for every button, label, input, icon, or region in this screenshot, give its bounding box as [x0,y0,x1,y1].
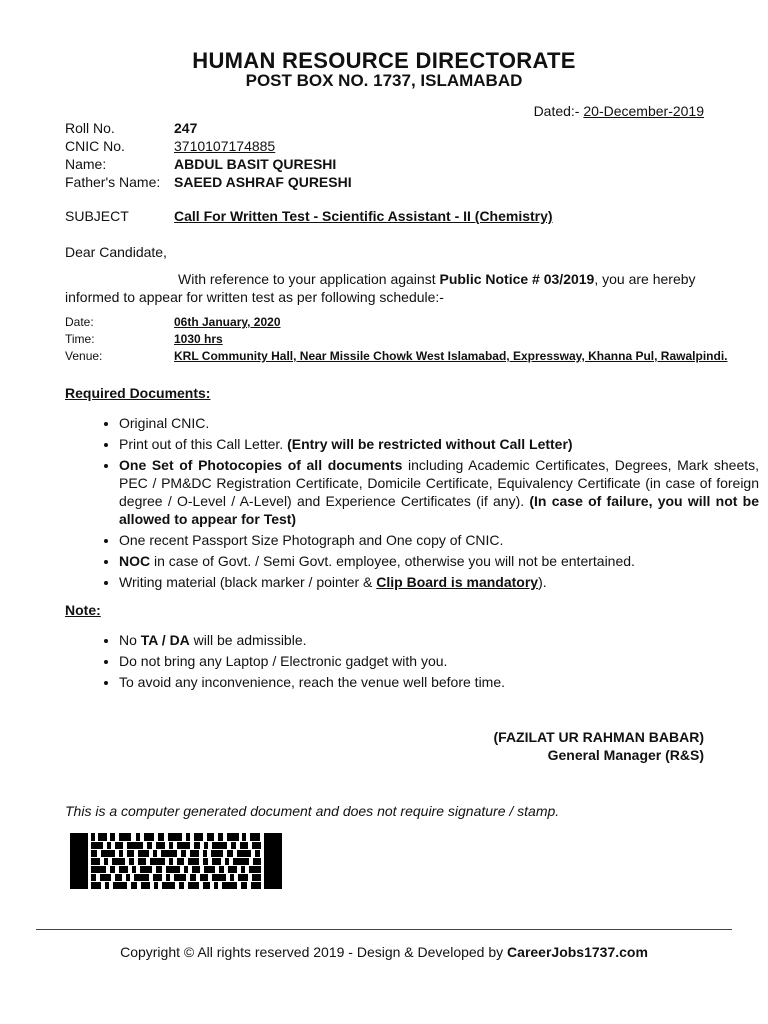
schedule-date-label: Date: [65,315,94,329]
list-item [119,573,759,591]
schedule-date-value: 06th January, 2020 [174,315,281,329]
pdf417-barcode-icon [70,833,282,889]
schedule-time-label: Time: [65,332,95,346]
father-name-label: Father's Name: [65,174,161,190]
subject-value: Call For Written Test - Scientific Assistant - II (Chemistry) [174,208,553,224]
list-item [119,652,759,670]
intro-text-a: With reference to your application against [178,271,440,287]
required-documents-list [65,414,759,594]
footer-copyright [0,944,768,960]
dated-line [534,103,704,119]
intro-line-1 [65,270,705,288]
note-tada-b: TA / DA [140,632,190,648]
schedule-time-value: 1030 hrs [174,332,223,346]
public-notice-ref: Public Notice # 03/2019 [439,271,595,287]
name-label: Name: [65,156,107,172]
doc-call-letter-warning: (Entry will be restricted without Call Letter) [287,436,573,452]
roll-label: Roll No. [65,120,115,136]
cnic-label: CNIC No. [65,138,125,154]
schedule-venue-label: Venue: [65,349,103,363]
schedule-venue-value: KRL Community Hall, Near Missile Chowk West Islamabad, Expressway, Khanna Pul, Rawalpindi. [174,349,728,363]
note-heading: Note: [65,602,101,618]
footer-divider [36,929,732,930]
name-value: ABDUL BASIT QURESHI [174,156,337,172]
directorate-title: HUMAN RESOURCE DIRECTORATE [192,48,576,73]
doc-writing-end: ). [538,574,547,590]
disclaimer: This is a computer generated document and does not require signature / stamp. [65,803,560,819]
doc-original-cnic: Original CNIC. [119,415,210,431]
note-list [65,631,759,694]
list-item [119,414,759,432]
note-tada-a: No [119,632,141,648]
list-item [119,673,759,691]
intro-paragraph [65,270,705,306]
footer-site-link[interactable]: CareerJobs1737.com [507,944,648,960]
list-item [119,435,759,453]
father-name-value: SAEED ASHRAF QURESHI [174,174,352,190]
footer-text: Copyright © All rights reserved 2019 - Design & Developed by [120,944,508,960]
doc-clipboard-mandatory: Clip Board is mandatory [376,574,539,590]
dated-value: 20-December-2019 [583,103,704,119]
list-item [119,552,759,570]
doc-photograph: One recent Passport Size Photograph and One copy of CNIC. [119,532,504,548]
doc-noc-text: in case of Govt. / Semi Govt. employee, otherwise you will not be entertained. [150,553,635,569]
doc-photocopies-warning: (In case of failure, you will not be allowed to appear for Test) [119,493,759,527]
cnic-value: 3710107174885 [174,138,276,154]
list-item [119,631,759,649]
doc-call-letter: Print out of this Call Letter. [119,436,288,452]
signatory-name: (FAZILAT UR RAHMAN BABAR) [493,729,704,745]
intro-line-2: informed to appear for written test as per following schedule:- [65,289,444,305]
doc-writing-text: Writing material (black marker / pointer & [119,574,377,590]
required-documents-heading: Required Documents: [65,385,211,401]
doc-photocopies-text: including Academic Certificates, Degrees, Mark sheets, PEC / PM&DC Registration Certificate, Domicile Certificate, Equivalency Certificate (in case of foreign degree / O-Level / A-Level) and Experience Certificates (if any). [119,457,760,509]
signatory-designation: General Manager (R&S) [547,747,704,763]
list-item [119,531,759,549]
directorate-address: POST BOX NO. 1737, ISLAMABAD [245,71,523,90]
note-venue: To avoid any inconvenience, reach the venue well before time. [119,674,506,690]
doc-noc-title: NOC [119,553,151,569]
doc-photocopies-title: One Set of Photocopies of all documents [119,457,403,473]
subject-label: SUBJECT [65,208,129,224]
dated-label: Dated:- [533,103,580,119]
salutation: Dear Candidate, [65,244,167,260]
note-gadget: Do not bring any Laptop / Electronic gadget with you. [119,653,448,669]
intro-text-b: , you are hereby [594,271,696,287]
note-tada-c: will be admissible. [189,632,307,648]
list-item [119,456,759,528]
roll-value: 247 [174,120,198,136]
